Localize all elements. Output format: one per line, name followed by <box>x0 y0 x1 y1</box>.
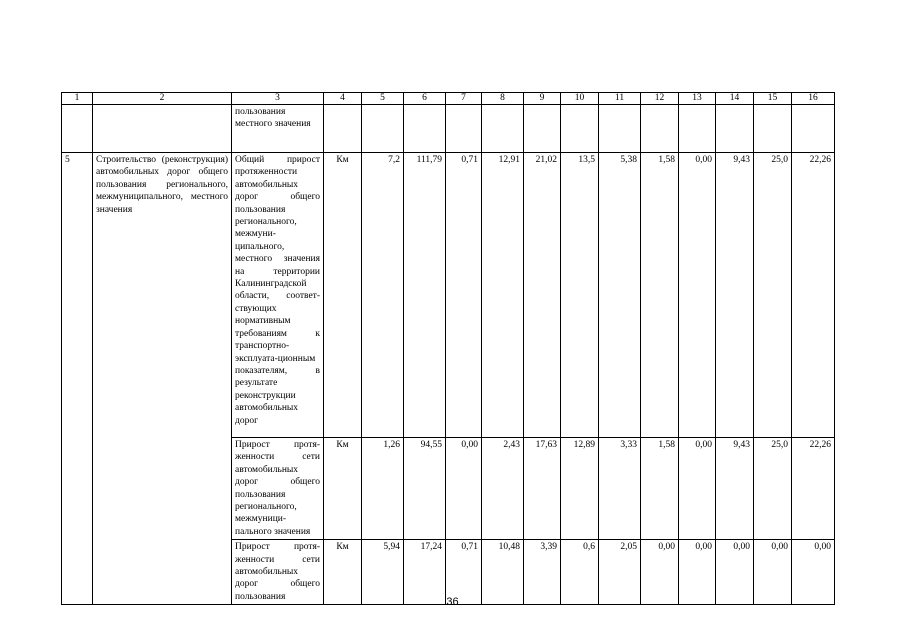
value-cell: 17,63 <box>524 438 561 540</box>
value-cell: 1,58 <box>641 438 679 540</box>
value-cell: 0,71 <box>446 153 482 438</box>
activity-name: Строительство (реконструкция) автомобильных дорог общего пользования регионального, межмуниципального, местного значения <box>93 153 232 605</box>
page-number: 36 <box>446 596 459 608</box>
value-cell: 2,05 <box>599 540 641 605</box>
col-header: 2 <box>93 93 232 105</box>
value-cell: 111,79 <box>404 153 446 438</box>
value-cell: 0,00 <box>716 540 754 605</box>
value-cell: 0,00 <box>446 438 482 540</box>
value-cell: 22,26 <box>792 438 835 540</box>
value-cell: 2,43 <box>482 438 524 540</box>
unit: Км <box>324 438 362 540</box>
col-header: 12 <box>641 93 679 105</box>
col-header: 15 <box>754 93 792 105</box>
col-header: 4 <box>324 93 362 105</box>
value-cell: 0,00 <box>679 540 716 605</box>
value-cell: 0,00 <box>679 153 716 438</box>
col-header: 16 <box>792 93 835 105</box>
value-cell: 94,55 <box>404 438 446 540</box>
value-cell: 5,38 <box>599 153 641 438</box>
unit: Км <box>324 153 362 438</box>
value-cell: 13,5 <box>561 153 599 438</box>
value-cell: 1,58 <box>641 153 679 438</box>
value-cell: 10,48 <box>482 540 524 605</box>
col-header: 10 <box>561 93 599 105</box>
value-cell: 0,6 <box>561 540 599 605</box>
column-number-row <box>62 93 835 105</box>
col-header: 8 <box>482 93 524 105</box>
value-cell: 3,33 <box>599 438 641 540</box>
value-cell: 0,71 <box>446 540 482 605</box>
value-cell: 0,00 <box>679 438 716 540</box>
col-header: 6 <box>404 93 446 105</box>
value-cell: 22,26 <box>792 153 835 438</box>
value-cell: 5,94 <box>362 540 404 605</box>
value-cell: 1,26 <box>362 438 404 540</box>
col-header: 13 <box>679 93 716 105</box>
col-header: 9 <box>524 93 561 105</box>
unit: Км <box>324 540 362 605</box>
col-header: 5 <box>362 93 404 105</box>
value-cell: 0,00 <box>792 540 835 605</box>
value-cell: 21,02 <box>524 153 561 438</box>
continuation-row <box>62 105 835 153</box>
value-cell: 12,89 <box>561 438 599 540</box>
value-cell: 9,43 <box>716 438 754 540</box>
value-cell: 17,24 <box>404 540 446 605</box>
col-header: 1 <box>62 93 93 105</box>
indicator-name: Прирост протя-женности сети автомобильных дорог общего пользования регионального, межмуници-пального значения <box>232 438 324 540</box>
row-number: 5 <box>62 153 93 605</box>
indicators-table <box>61 92 835 605</box>
value-cell: 0,00 <box>754 540 792 605</box>
value-cell: 7,2 <box>362 153 404 438</box>
col-header: 3 <box>232 93 324 105</box>
indicator-name: Общий прирост протяженности автомобильных дорог общего пользования регионального, межмуни-ципального, местного значения на территории Калининградской области, соответ-ствующих нормативным требованиям к транспортно-эксплуата-ционным показателям, в результате реконструкции автомобильных дорог <box>232 153 324 438</box>
col-header: 7 <box>446 93 482 105</box>
col-header: 11 <box>599 93 641 105</box>
value-cell: 12,91 <box>482 153 524 438</box>
value-cell: 25,0 <box>754 438 792 540</box>
value-cell: 9,43 <box>716 153 754 438</box>
continued-indicator-text: пользования местного значения <box>232 105 324 153</box>
value-cell: 3,39 <box>524 540 561 605</box>
indicator-name: Прирост протя-женности сети автомобильных дорог общего пользования <box>232 540 324 605</box>
col-header: 14 <box>716 93 754 105</box>
table-row <box>62 153 835 438</box>
value-cell: 25,0 <box>754 153 792 438</box>
value-cell: 0,00 <box>641 540 679 605</box>
